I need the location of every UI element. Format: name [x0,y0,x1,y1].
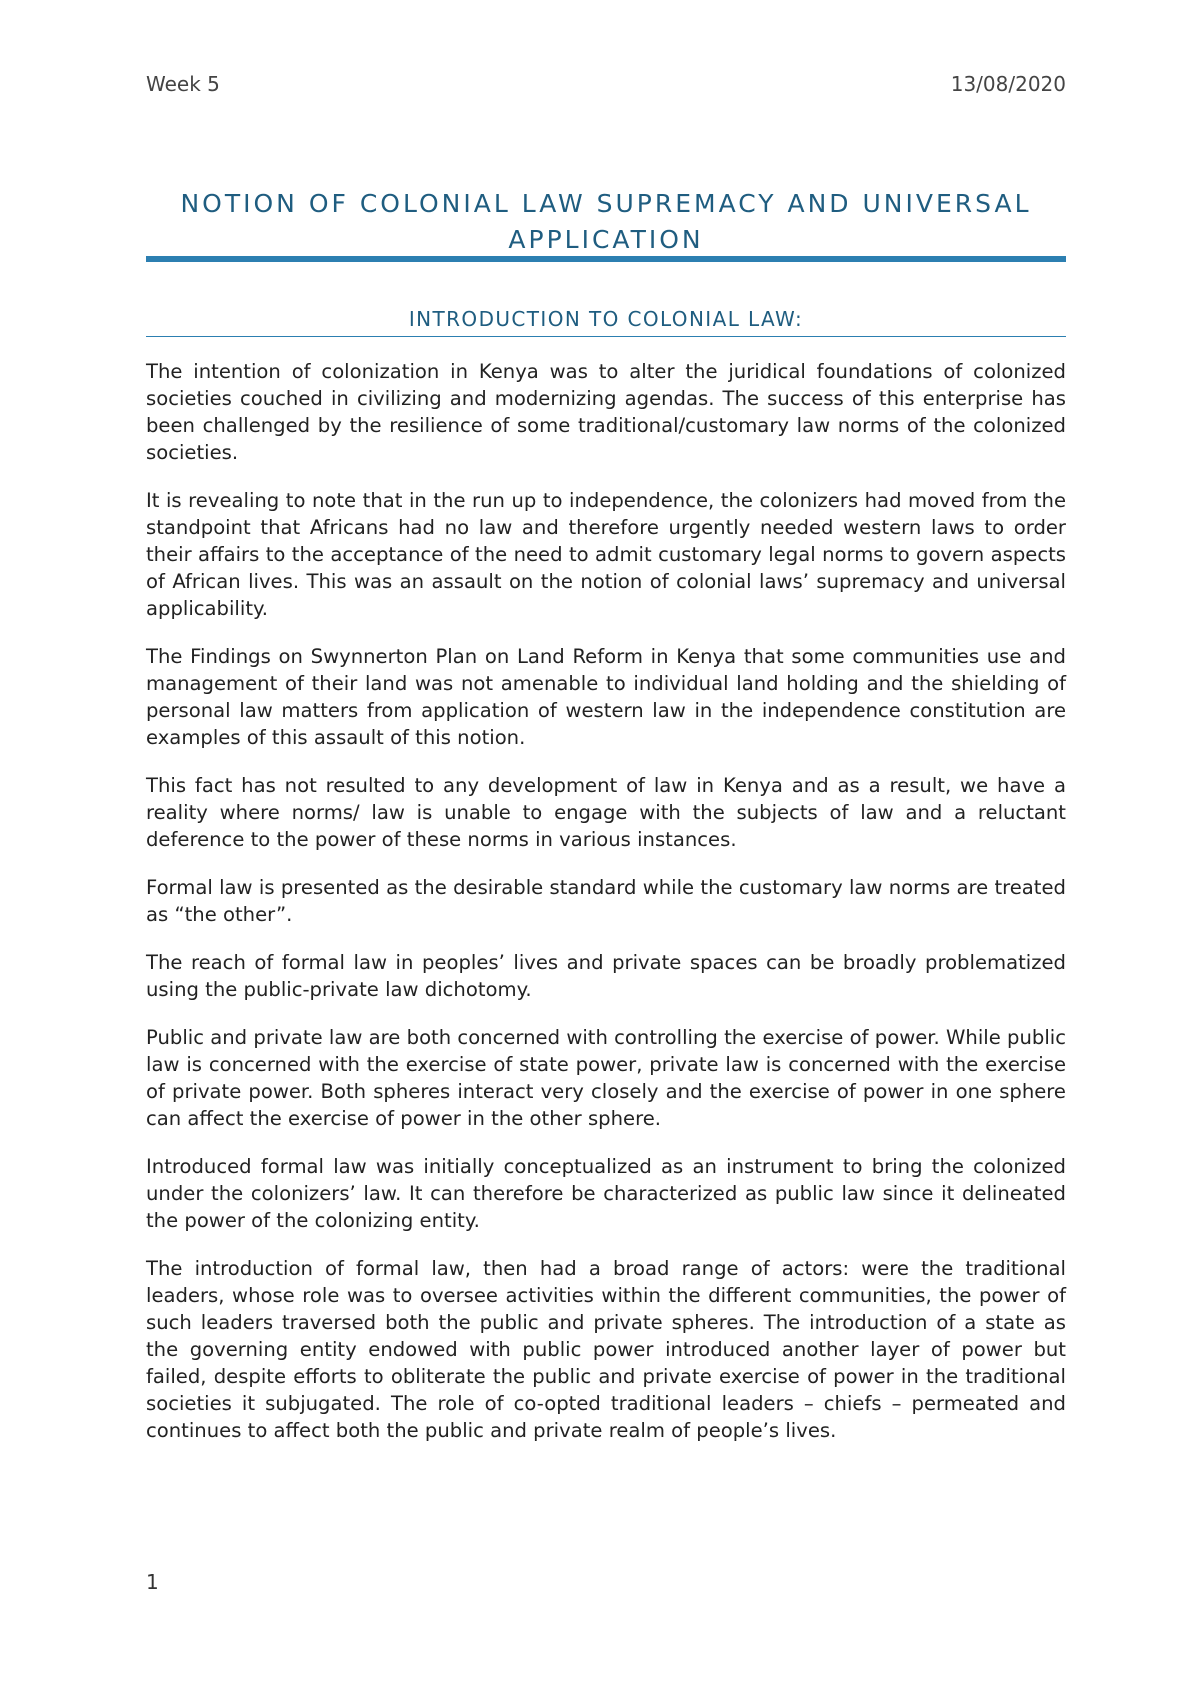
paragraph: The reach of formal law in peoples’ lives and private spaces can be broadly problematized using the public-private law dichotomy. [146,951,1066,1001]
paragraph: The intention of colonization in Kenya was to alter the juridical foundations of colonized societies couched in civilizing and modernizing agendas. The success of this enterprise has been challenged by the resilience of some traditional/customary law norms of the colonized societies. [146,360,1066,464]
document-title: NOTION OF COLONIAL LAW SUPREMACY AND UNIVERSAL APPLICATION [180,189,1032,254]
header-week: Week 5 [146,72,220,96]
paragraph: This fact has not resulted to any development of law in Kenya and as a result, we have a reality where norms/ law is unable to engage with the subjects of law and a reluctant deference to the power of these norms in various instances. [146,774,1066,851]
section-heading-underline [146,336,1066,337]
section-heading: INTRODUCTION TO COLONIAL LAW: [408,307,804,331]
paragraph: Formal law is presented as the desirable standard while the customary law norms are treated as “the other”. [146,876,1066,926]
page-header [146,72,1066,100]
title-underline [146,256,1066,262]
paragraph: The Findings on Swynnerton Plan on Land Reform in Kenya that some communities use and management of their land was not amenable to individual land holding and the shielding of personal law matters from application of western law in the independence constitution are examples of this assault of this notion. [146,645,1066,749]
header-date: 13/08/2020 [950,72,1066,96]
page-number: 1 [146,1570,159,1594]
paragraph: It is revealing to note that in the run up to independence, the colonizers had moved from the standpoint that Africans had no law and therefore urgently needed western laws to order their affairs to the acceptance of the need to admit customary legal norms to govern aspects of African lives. This was an assault on the notion of colonial laws’ supremacy and universal applicability. [146,489,1066,620]
paragraph: Introduced formal law was initially conceptualized as an instrument to bring the colonized under the colonizers’ law. It can therefore be characterized as public law since it delineated the power of the colonizing entity. [146,1155,1066,1232]
paragraph: The introduction of formal law, then had a broad range of actors: were the traditional leaders, whose role was to oversee activities within the different communities, the power of such leaders traversed both the public and private spheres. The introduction of a state as the governing entity endowed with public power introduced another layer of power but failed, despite efforts to obliterate the public and private exercise of power in the traditional societies it subjugated. The role of co-opted traditional leaders – chiefs – permeated and continues to affect both the public and private realm of people’s lives. [146,1257,1066,1442]
body-text [146,358,1066,1465]
paragraph: Public and private law are both concerned with controlling the exercise of power. While public law is concerned with the exercise of state power, private law is concerned with the exercise of private power. Both spheres interact very closely and the exercise of power in one sphere can affect the exercise of power in the other sphere. [146,1026,1066,1130]
